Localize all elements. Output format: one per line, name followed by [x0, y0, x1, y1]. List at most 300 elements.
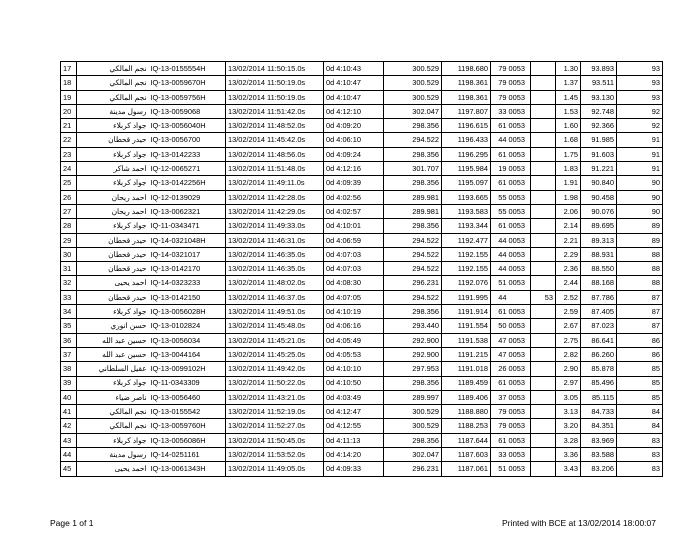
loft-code-cell: 0053 [507, 319, 531, 333]
competitor-name-cell: جواد كربلاء [77, 219, 149, 233]
coefficient-cell: 2.90 [556, 362, 581, 376]
row-index-cell: 40 [61, 390, 77, 404]
distance-cell: 296.231 [384, 462, 442, 476]
arrival-time-cell: 13/02/2014 11:49:51.0s [226, 305, 324, 319]
points-trunc-cell: 93 [617, 62, 663, 76]
table-row [61, 362, 663, 376]
competitor-name-cell: حسين عبد الله [77, 333, 149, 347]
points-cell: 92.748 [581, 104, 617, 118]
table-row [61, 104, 663, 118]
print-info: Printed with BCE at 13/02/2014 18:00:07 [501, 518, 656, 528]
arrival-time-cell: 13/02/2014 11:42:29.0s [226, 204, 324, 218]
competitor-name-cell: نجم المالكي [77, 62, 149, 76]
flight-duration-cell: 0d 4:02:56 [324, 190, 384, 204]
row-index-cell: 41 [61, 405, 77, 419]
distance-cell: 294.522 [384, 247, 442, 261]
row-index-cell: 44 [61, 448, 77, 462]
extra-code-cell [531, 448, 556, 462]
ring-id-cell: IQ-14-0323233 [149, 276, 226, 290]
arrival-time-cell: 13/02/2014 11:48:52.0s [226, 119, 324, 133]
velocity-cell: 1191.018 [442, 362, 491, 376]
loft-code-cell: 0053 [507, 305, 531, 319]
points-cell: 91.985 [581, 133, 617, 147]
arrival-time-cell: 13/02/2014 11:50:19.0s [226, 76, 324, 90]
team-number-cell: 79 [491, 90, 507, 104]
arrival-time-cell: 13/02/2014 11:48:02.0s [226, 276, 324, 290]
points-trunc-cell: 83 [617, 448, 663, 462]
arrival-time-cell: 13/02/2014 11:42:28.0s [226, 190, 324, 204]
row-index-cell: 30 [61, 247, 77, 261]
loft-code-cell: 0053 [507, 347, 531, 361]
competitor-name-cell: نجم المالكي [77, 90, 149, 104]
table-row [61, 290, 663, 304]
points-cell: 93.893 [581, 62, 617, 76]
loft-code-cell: 0053 [507, 333, 531, 347]
velocity-cell: 1195.097 [442, 176, 491, 190]
table-row [61, 333, 663, 347]
flight-duration-cell: 0d 4:10:01 [324, 219, 384, 233]
distance-cell: 301.707 [384, 162, 442, 176]
points-cell: 83.588 [581, 448, 617, 462]
row-index-cell: 39 [61, 376, 77, 390]
points-trunc-cell: 89 [617, 233, 663, 247]
loft-code-cell: 0053 [507, 190, 531, 204]
ring-id-cell: IQ-14-0321048H [149, 233, 226, 247]
table-row [61, 305, 663, 319]
table-row [61, 347, 663, 361]
points-cell: 93.130 [581, 90, 617, 104]
row-index-cell: 42 [61, 419, 77, 433]
extra-code-cell [531, 376, 556, 390]
row-index-cell: 17 [61, 62, 77, 76]
arrival-time-cell: 13/02/2014 11:46:31.0s [226, 233, 324, 247]
coefficient-cell: 1.60 [556, 119, 581, 133]
arrival-time-cell: 13/02/2014 11:49:11.0s [226, 176, 324, 190]
distance-cell: 297.953 [384, 362, 442, 376]
row-index-cell: 22 [61, 133, 77, 147]
competitor-name-cell: نجم المالكي [77, 76, 149, 90]
points-trunc-cell: 85 [617, 390, 663, 404]
team-number-cell: 44 [491, 290, 507, 304]
arrival-time-cell: 13/02/2014 11:50:15.0s [226, 62, 324, 76]
points-trunc-cell: 86 [617, 333, 663, 347]
competitor-name-cell: احمد ريحان [77, 190, 149, 204]
table-row [61, 176, 663, 190]
velocity-cell: 1192.477 [442, 233, 491, 247]
competitor-name-cell: جواد كربلاء [77, 119, 149, 133]
loft-code-cell: 0053 [507, 162, 531, 176]
team-number-cell: 44 [491, 262, 507, 276]
extra-code-cell [531, 119, 556, 133]
flight-duration-cell: 0d 4:05:49 [324, 333, 384, 347]
distance-cell: 294.522 [384, 233, 442, 247]
table-row [61, 162, 663, 176]
extra-code-cell [531, 204, 556, 218]
velocity-cell: 1191.914 [442, 305, 491, 319]
arrival-time-cell: 13/02/2014 11:45:48.0s [226, 319, 324, 333]
arrival-time-cell: 13/02/2014 11:43:21.0s [226, 390, 324, 404]
distance-cell: 298.356 [384, 176, 442, 190]
ring-id-cell: IQ-13-0155554H [149, 62, 226, 76]
velocity-cell: 1191.215 [442, 347, 491, 361]
arrival-time-cell: 13/02/2014 11:45:25.0s [226, 347, 324, 361]
velocity-cell: 1198.361 [442, 90, 491, 104]
ring-id-cell: IQ-13-0061343H [149, 462, 226, 476]
flight-duration-cell: 0d 4:12:16 [324, 162, 384, 176]
velocity-cell: 1191.554 [442, 319, 491, 333]
extra-code-cell [531, 219, 556, 233]
team-number-cell: 26 [491, 362, 507, 376]
table-row [61, 233, 663, 247]
ring-id-cell: IQ-12-0139029 [149, 190, 226, 204]
distance-cell: 302.047 [384, 448, 442, 462]
table-row [61, 419, 663, 433]
extra-code-cell [531, 262, 556, 276]
points-trunc-cell: 91 [617, 133, 663, 147]
points-cell: 90.840 [581, 176, 617, 190]
distance-cell: 294.522 [384, 290, 442, 304]
extra-code-cell [531, 62, 556, 76]
loft-code-cell: 0053 [507, 219, 531, 233]
points-cell: 83.206 [581, 462, 617, 476]
velocity-cell: 1193.583 [442, 204, 491, 218]
competitor-name-cell: نجم المالكي [77, 419, 149, 433]
distance-cell: 289.981 [384, 204, 442, 218]
row-index-cell: 33 [61, 290, 77, 304]
loft-code-cell: 0053 [507, 119, 531, 133]
points-cell: 93.511 [581, 76, 617, 90]
points-trunc-cell: 91 [617, 162, 663, 176]
row-index-cell: 27 [61, 204, 77, 218]
competitor-name-cell: احمد يحيى [77, 462, 149, 476]
extra-code-cell [531, 347, 556, 361]
velocity-cell: 1191.995 [442, 290, 491, 304]
table-row [61, 76, 663, 90]
arrival-time-cell: 13/02/2014 11:51:48.0s [226, 162, 324, 176]
points-trunc-cell: 90 [617, 176, 663, 190]
competitor-name-cell: احمد ريحان [77, 204, 149, 218]
extra-code-cell [531, 90, 556, 104]
ring-id-cell: IQ-13-0102824 [149, 319, 226, 333]
velocity-cell: 1195.984 [442, 162, 491, 176]
row-index-cell: 45 [61, 462, 77, 476]
team-number-cell: 44 [491, 133, 507, 147]
arrival-time-cell: 13/02/2014 11:49:33.0s [226, 219, 324, 233]
coefficient-cell: 1.30 [556, 62, 581, 76]
flight-duration-cell: 0d 4:12:47 [324, 405, 384, 419]
coefficient-cell: 1.98 [556, 190, 581, 204]
flight-duration-cell: 0d 4:06:59 [324, 233, 384, 247]
arrival-time-cell: 13/02/2014 11:53:52.0s [226, 448, 324, 462]
distance-cell: 302.047 [384, 104, 442, 118]
extra-code-cell [531, 247, 556, 261]
points-trunc-cell: 87 [617, 305, 663, 319]
coefficient-cell: 2.75 [556, 333, 581, 347]
extra-code-cell [531, 390, 556, 404]
points-trunc-cell: 85 [617, 362, 663, 376]
row-index-cell: 23 [61, 147, 77, 161]
ring-id-cell: IQ-13-0056034 [149, 333, 226, 347]
points-trunc-cell: 92 [617, 104, 663, 118]
competitor-name-cell: نجم المالكي [77, 405, 149, 419]
distance-cell: 300.529 [384, 62, 442, 76]
distance-cell: 289.997 [384, 390, 442, 404]
table-row [61, 190, 663, 204]
points-cell: 90.458 [581, 190, 617, 204]
velocity-cell: 1189.459 [442, 376, 491, 390]
results-table-container [60, 61, 660, 477]
flight-duration-cell: 0d 4:07:03 [324, 247, 384, 261]
flight-duration-cell: 0d 4:09:20 [324, 119, 384, 133]
flight-duration-cell: 0d 4:10:50 [324, 376, 384, 390]
competitor-name-cell: احمد شاكر [77, 162, 149, 176]
points-cell: 90.076 [581, 204, 617, 218]
team-number-cell: 61 [491, 147, 507, 161]
points-cell: 85.878 [581, 362, 617, 376]
team-number-cell: 19 [491, 162, 507, 176]
row-index-cell: 21 [61, 119, 77, 133]
competitor-name-cell: حيدر قحطان [77, 262, 149, 276]
flight-duration-cell: 0d 4:08:30 [324, 276, 384, 290]
points-cell: 88.168 [581, 276, 617, 290]
ring-id-cell: IQ-13-0155542 [149, 405, 226, 419]
points-trunc-cell: 90 [617, 204, 663, 218]
team-number-cell: 44 [491, 233, 507, 247]
competitor-name-cell: حيدر قحطان [77, 247, 149, 261]
ring-id-cell: IQ-13-0142233 [149, 147, 226, 161]
coefficient-cell: 1.53 [556, 104, 581, 118]
flight-duration-cell: 0d 4:09:33 [324, 462, 384, 476]
row-index-cell: 20 [61, 104, 77, 118]
distance-cell: 300.529 [384, 90, 442, 104]
arrival-time-cell: 13/02/2014 11:50:19.0s [226, 90, 324, 104]
table-row [61, 247, 663, 261]
coefficient-cell: 3.05 [556, 390, 581, 404]
velocity-cell: 1193.665 [442, 190, 491, 204]
points-trunc-cell: 83 [617, 433, 663, 447]
distance-cell: 292.900 [384, 333, 442, 347]
ring-id-cell: IQ-14-0321017 [149, 247, 226, 261]
ring-id-cell: IQ-13-0059760H [149, 419, 226, 433]
loft-code-cell: 0053 [507, 376, 531, 390]
team-number-cell: 61 [491, 176, 507, 190]
loft-code-cell: 0053 [507, 276, 531, 290]
team-number-cell: 55 [491, 190, 507, 204]
ring-id-cell: IQ-13-0059068 [149, 104, 226, 118]
arrival-time-cell: 13/02/2014 11:51:42.0s [226, 104, 324, 118]
table-row [61, 133, 663, 147]
row-index-cell: 28 [61, 219, 77, 233]
competitor-name-cell: جواد كربلاء [77, 176, 149, 190]
velocity-cell: 1196.615 [442, 119, 491, 133]
ring-id-cell: IQ-13-0044164 [149, 347, 226, 361]
team-number-cell: 61 [491, 376, 507, 390]
ring-id-cell: IQ-13-0056040H [149, 119, 226, 133]
loft-code-cell: 0053 [507, 76, 531, 90]
distance-cell: 294.522 [384, 133, 442, 147]
coefficient-cell: 3.43 [556, 462, 581, 476]
loft-code-cell: 0053 [507, 233, 531, 247]
loft-code-cell: 0053 [507, 462, 531, 476]
team-number-cell: 79 [491, 62, 507, 76]
velocity-cell: 1187.644 [442, 433, 491, 447]
points-trunc-cell: 87 [617, 319, 663, 333]
arrival-time-cell: 13/02/2014 11:46:35.0s [226, 262, 324, 276]
row-index-cell: 36 [61, 333, 77, 347]
competitor-name-cell: جواد كربلاء [77, 305, 149, 319]
competitor-name-cell: جواد كربلاء [77, 147, 149, 161]
loft-code-cell: 0053 [507, 90, 531, 104]
points-cell: 88.931 [581, 247, 617, 261]
distance-cell: 300.529 [384, 419, 442, 433]
competitor-name-cell: رسول مدينة [77, 448, 149, 462]
coefficient-cell: 1.37 [556, 76, 581, 90]
table-row [61, 405, 663, 419]
coefficient-cell: 1.75 [556, 147, 581, 161]
distance-cell: 292.900 [384, 347, 442, 361]
ring-id-cell: IQ-13-0056028H [149, 305, 226, 319]
points-trunc-cell: 90 [617, 190, 663, 204]
team-number-cell: 51 [491, 462, 507, 476]
table-row [61, 390, 663, 404]
coefficient-cell: 2.97 [556, 376, 581, 390]
flight-duration-cell: 0d 4:12:55 [324, 419, 384, 433]
points-cell: 91.603 [581, 147, 617, 161]
team-number-cell: 55 [491, 204, 507, 218]
coefficient-cell: 2.82 [556, 347, 581, 361]
ring-id-cell: IQ-13-0059756H [149, 90, 226, 104]
velocity-cell: 1193.344 [442, 219, 491, 233]
extra-code-cell [531, 319, 556, 333]
velocity-cell: 1187.061 [442, 462, 491, 476]
loft-code-cell: 0053 [507, 247, 531, 261]
ring-id-cell: IQ-13-0056086H [149, 433, 226, 447]
ring-id-cell: IQ-13-0062321 [149, 204, 226, 218]
coefficient-cell: 1.83 [556, 162, 581, 176]
flight-duration-cell: 0d 4:09:39 [324, 176, 384, 190]
loft-code-cell: 0053 [507, 390, 531, 404]
points-cell: 85.115 [581, 390, 617, 404]
extra-code-cell [531, 433, 556, 447]
points-trunc-cell: 93 [617, 76, 663, 90]
loft-code-cell: 0053 [507, 419, 531, 433]
flight-duration-cell: 0d 4:10:43 [324, 62, 384, 76]
extra-code-cell [531, 362, 556, 376]
flight-duration-cell: 0d 4:10:10 [324, 362, 384, 376]
distance-cell: 294.522 [384, 262, 442, 276]
velocity-cell: 1192.155 [442, 262, 491, 276]
distance-cell: 298.356 [384, 305, 442, 319]
team-number-cell: 50 [491, 319, 507, 333]
coefficient-cell: 2.06 [556, 204, 581, 218]
points-cell: 89.313 [581, 233, 617, 247]
points-trunc-cell: 88 [617, 276, 663, 290]
points-trunc-cell: 83 [617, 462, 663, 476]
velocity-cell: 1197.807 [442, 104, 491, 118]
velocity-cell: 1196.295 [442, 147, 491, 161]
distance-cell: 293.440 [384, 319, 442, 333]
points-trunc-cell: 88 [617, 262, 663, 276]
team-number-cell: 79 [491, 405, 507, 419]
flight-duration-cell: 0d 4:05:53 [324, 347, 384, 361]
arrival-time-cell: 13/02/2014 11:52:27.0s [226, 419, 324, 433]
extra-code-cell [531, 147, 556, 161]
distance-cell: 296.231 [384, 276, 442, 290]
points-cell: 86.260 [581, 347, 617, 361]
coefficient-cell: 2.59 [556, 305, 581, 319]
team-number-cell: 51 [491, 276, 507, 290]
row-index-cell: 24 [61, 162, 77, 176]
coefficient-cell: 2.29 [556, 247, 581, 261]
ring-id-cell: IQ-13-0056700 [149, 133, 226, 147]
table-row [61, 219, 663, 233]
arrival-time-cell: 13/02/2014 11:49:42.0s [226, 362, 324, 376]
table-row [61, 462, 663, 476]
flight-duration-cell: 0d 4:10:47 [324, 76, 384, 90]
ring-id-cell: IQ-13-0056460 [149, 390, 226, 404]
coefficient-cell: 1.68 [556, 133, 581, 147]
competitor-name-cell: جواد كربلاء [77, 376, 149, 390]
velocity-cell: 1188.253 [442, 419, 491, 433]
row-index-cell: 35 [61, 319, 77, 333]
points-cell: 91.221 [581, 162, 617, 176]
team-number-cell: 33 [491, 448, 507, 462]
table-row [61, 62, 663, 76]
row-index-cell: 18 [61, 76, 77, 90]
velocity-cell: 1198.680 [442, 62, 491, 76]
table-row [61, 147, 663, 161]
coefficient-cell: 3.13 [556, 405, 581, 419]
flight-duration-cell: 0d 4:02:57 [324, 204, 384, 218]
extra-code-cell [531, 462, 556, 476]
velocity-cell: 1187.603 [442, 448, 491, 462]
distance-cell: 289.981 [384, 190, 442, 204]
distance-cell: 298.356 [384, 119, 442, 133]
ring-id-cell: IQ-11-0343471 [149, 219, 226, 233]
table-row [61, 376, 663, 390]
distance-cell: 300.529 [384, 405, 442, 419]
loft-code-cell: 0053 [507, 433, 531, 447]
extra-code-cell [531, 233, 556, 247]
velocity-cell: 1196.433 [442, 133, 491, 147]
arrival-time-cell: 13/02/2014 11:50:45.0s [226, 433, 324, 447]
points-trunc-cell: 92 [617, 119, 663, 133]
points-trunc-cell: 84 [617, 405, 663, 419]
flight-duration-cell: 0d 4:12:10 [324, 104, 384, 118]
distance-cell: 298.356 [384, 147, 442, 161]
distance-cell: 300.529 [384, 76, 442, 90]
points-trunc-cell: 84 [617, 419, 663, 433]
team-number-cell: 61 [491, 219, 507, 233]
arrival-time-cell: 13/02/2014 11:49:05.0s [226, 462, 324, 476]
row-index-cell: 26 [61, 190, 77, 204]
row-index-cell: 32 [61, 276, 77, 290]
flight-duration-cell: 0d 4:10:19 [324, 305, 384, 319]
extra-code-cell [531, 104, 556, 118]
competitor-name-cell: حيدر قحطان [77, 133, 149, 147]
velocity-cell: 1188.880 [442, 405, 491, 419]
row-index-cell: 19 [61, 90, 77, 104]
team-number-cell: 44 [491, 247, 507, 261]
arrival-time-cell: 13/02/2014 11:45:21.0s [226, 333, 324, 347]
table-row [61, 204, 663, 218]
competitor-name-cell: احمد يحيى [77, 276, 149, 290]
coefficient-cell: 2.36 [556, 262, 581, 276]
points-cell: 86.641 [581, 333, 617, 347]
row-index-cell: 29 [61, 233, 77, 247]
coefficient-cell: 3.36 [556, 448, 581, 462]
points-trunc-cell: 89 [617, 219, 663, 233]
